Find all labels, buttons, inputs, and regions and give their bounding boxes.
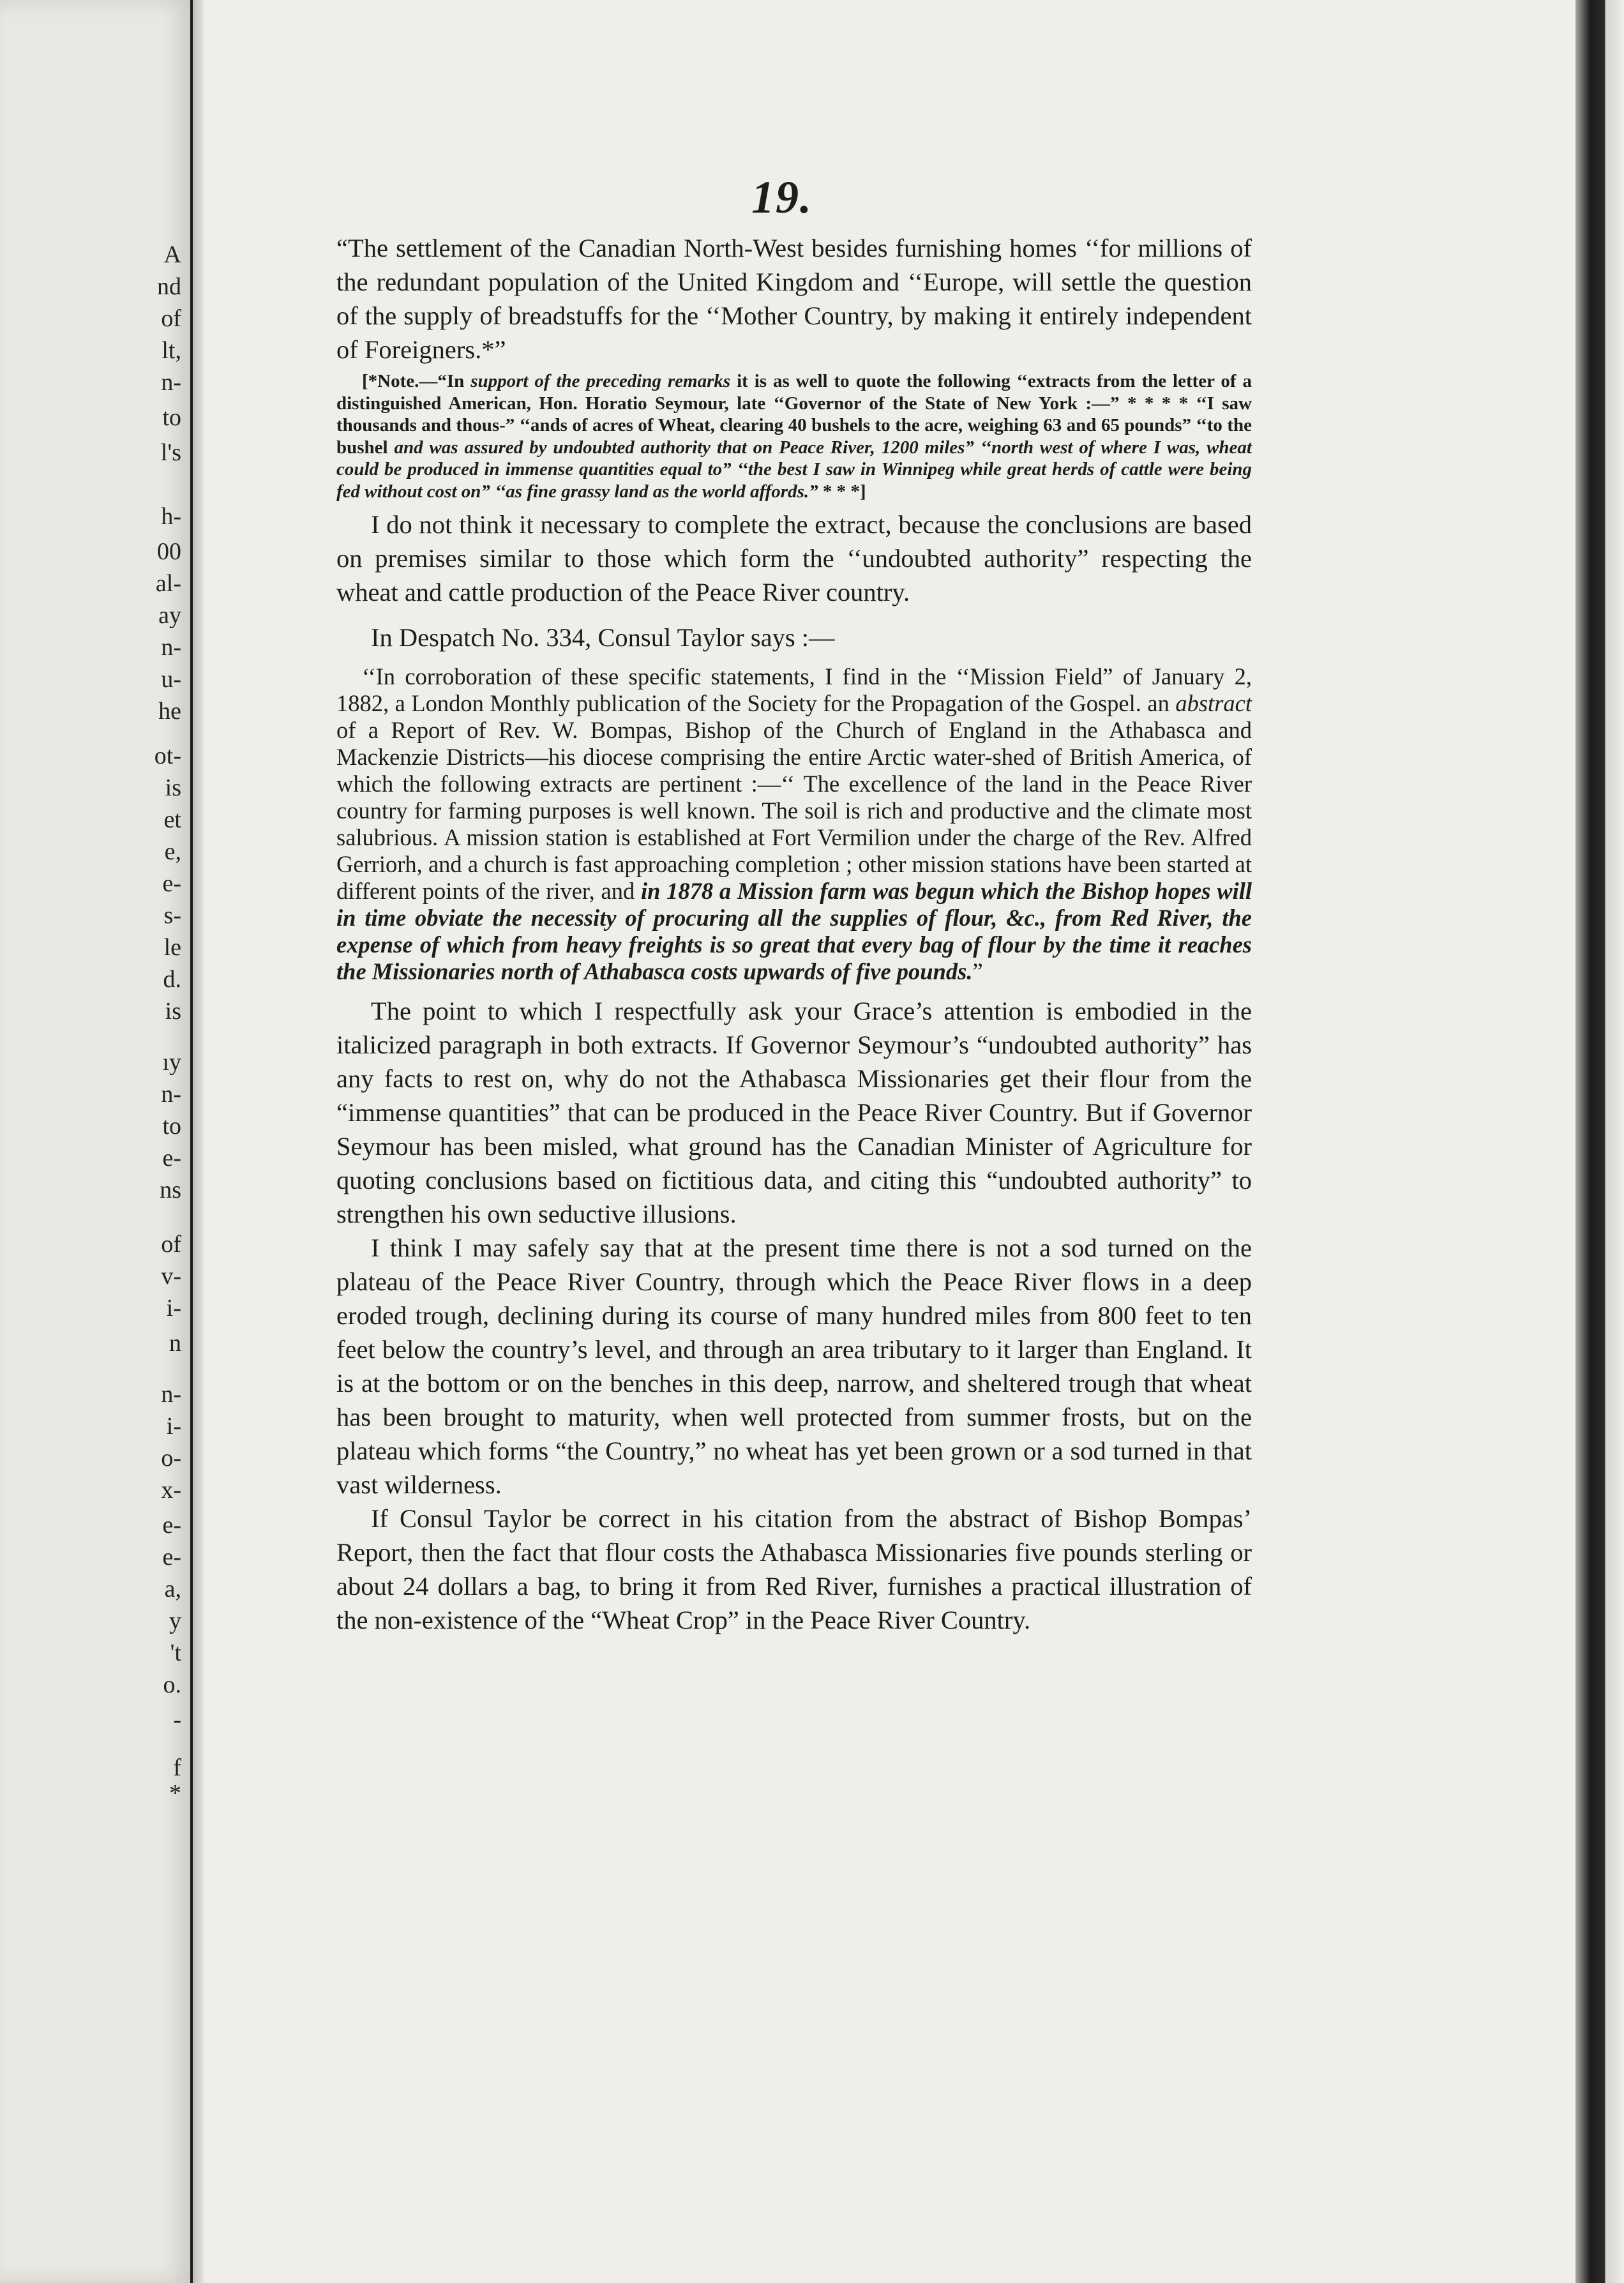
facing-page-fragment: ns bbox=[160, 1177, 181, 1203]
facing-page-fragment: n bbox=[169, 1330, 181, 1357]
footnote-tail: * * *] bbox=[818, 481, 866, 502]
paragraph-graces-attention: The point to which I respectfully ask your Grace’s attention is embodied in the italicized paragraph in both extracts. If Governor Seymour’s “undoubted authority” has any facts to rest on, why do not the Athabasca Missionaries get their flour from the “immense quantities” that can be produced in the Peace River Country. But if Governor Seymour has been misled, what ground has the Canadian Minister of Agriculture for quoting conclusions based on fictitious data, and citing this “undoubted authority” to strengthen his own seductive illusions. bbox=[336, 997, 1252, 1228]
facing-page-fragment: n- bbox=[161, 369, 181, 396]
facing-page-fragment: y bbox=[169, 1608, 181, 1634]
opening-quote: “The settlement of the Canadian North-West besides furnishing homes ‘‘for millions of the redundant population of the United Kingdom and ‘‘Europe, will settle the question of the supply of breadstuffs for the ‘‘Mother Country, by making it entirely independent of Foreigners.*” bbox=[336, 234, 1252, 364]
paragraph-despatch: In Despatch No. 334, Consul Taylor says :— bbox=[371, 623, 835, 652]
paragraph-flour-cost: If Consul Taylor be correct in his citation from the abstract of Bishop Bompas’ Report, then the fact that flour costs the Athabasca Missionaries five pounds sterling or about 24 dollars a bag, to bring it from Red River, furnishes a practical illustration of the non-existence of the “Wheat Crop” in the Peace River Country. bbox=[336, 1504, 1252, 1634]
facing-page-fragment: n- bbox=[161, 1381, 181, 1408]
facing-page-fragment: i- bbox=[166, 1295, 181, 1322]
page-number: 19. bbox=[751, 172, 813, 223]
facing-page-strip bbox=[0, 0, 193, 2283]
facing-page-fragment: to bbox=[162, 404, 181, 431]
facing-page-fragment: of bbox=[161, 1231, 181, 1258]
footnote-italic-1: support of the preceding remarks bbox=[470, 371, 731, 391]
paragraph-extract-conclusion: I do not think it necessary to complete the extract, because the conclusions are based on premises similar to those which form the ‘‘undoubted authority” respecting the wheat and cattle production of the Peace River country. bbox=[336, 510, 1252, 607]
facing-page-fragment: e- bbox=[162, 1544, 181, 1571]
paragraph-sod-turned: I think I may safely say that at the present time there is not a sod turned on the plateau of the Peace River Country, through which the Peace River flows in a deep eroded trough, declining during its course of many hundred miles from 800 feet to ten feet below the country’s level, and through an area tributary to it larger than England. It is at the bottom or on the benches in this deep, narrow, and sheltered trough that wheat has been brought to maturity, when well protected from summer frosts, but on the plateau which forms “the Country,” no wheat has yet been grown or a sod turned in that vast wilderness. bbox=[336, 1233, 1252, 1499]
facing-page-fragment: s- bbox=[163, 902, 181, 929]
facing-page-fragment: n- bbox=[161, 634, 181, 661]
facing-page-fragment: ot- bbox=[154, 742, 181, 769]
facing-page-fragment: o. bbox=[163, 1671, 181, 1698]
footnote bbox=[336, 370, 1252, 502]
facing-page-fragment: u- bbox=[161, 666, 181, 693]
facing-page-fragment: a, bbox=[164, 1576, 181, 1602]
facing-page-fragment: ıy bbox=[162, 1049, 181, 1076]
facing-page-fragment: e, bbox=[164, 838, 181, 865]
facing-page-fragment: d. bbox=[163, 966, 181, 993]
facing-page-fragment: of bbox=[161, 305, 181, 332]
footnote-body: it is as well to quote the following ‘‘extracts from the letter of a distinguished American, Hon. Horatio Seymour, late ‘‘Governor of the State of New York :—” * * * * ‘‘I saw thousands and thous-” ‘‘ands of acres of Wheat, clearing 40 bushels to the acre, weighing 63 and 65 pounds” ‘‘to the bushel bbox=[336, 371, 1252, 458]
facing-page-fragment: v- bbox=[161, 1263, 181, 1290]
facing-page-fragment: al- bbox=[155, 570, 181, 597]
page-gutter bbox=[193, 0, 204, 2283]
mission-field-quote bbox=[336, 663, 1252, 985]
facing-page-fragment: - bbox=[173, 1707, 181, 1733]
facing-page-fragment: l's bbox=[160, 439, 181, 466]
quote-italic-passage: in 1878 a Mission farm was begun which the Bishop hopes will in time obviate the necessity of procuring all the supplies of flour, &c., from Red River, the expense of which from heavy freights is so great that every bag of flour by the time it reaches the Missionaries north of Athabasca costs upwards of five pounds. bbox=[336, 878, 1252, 984]
facing-page-fragment: nd bbox=[157, 273, 181, 300]
facing-page-fragment: h- bbox=[161, 503, 181, 530]
facing-page-fragment: f bbox=[173, 1754, 181, 1781]
facing-page-fragment: i- bbox=[166, 1413, 181, 1440]
facing-page-fragment: le bbox=[163, 934, 181, 961]
facing-page-fragment: e- bbox=[162, 870, 181, 897]
facing-page-fragment: A bbox=[163, 241, 181, 268]
facing-page-fragment: 't bbox=[170, 1639, 181, 1666]
facing-page-fragment: to bbox=[162, 1113, 181, 1140]
facing-page-fragment: is bbox=[165, 774, 181, 801]
facing-page-fragment: n- bbox=[161, 1081, 181, 1108]
quote-abstract-italic: abstract bbox=[1175, 690, 1252, 716]
facing-page-fragment: e- bbox=[162, 1145, 181, 1172]
facing-page-fragment: 00 bbox=[157, 538, 181, 565]
facing-page-fragment: * bbox=[169, 1780, 181, 1807]
facing-page-fragment: lt, bbox=[162, 337, 181, 364]
page-right-edge bbox=[1575, 0, 1624, 2283]
footnote-italic-2: and was assured by undoubted authority that on Peace River, 1200 miles” ‘‘north west of where I was, wheat could be produced in immense quantities equal to” ‘‘the best I saw in Winnipeg while great herds of cattle were being fed without cost on” ‘‘as fine grassy land as the world affords.” bbox=[336, 437, 1252, 502]
quote-end: ” bbox=[972, 958, 983, 984]
page-body bbox=[336, 231, 1252, 1637]
facing-page-fragment: e- bbox=[162, 1512, 181, 1539]
footnote-lead: [*Note.—“In bbox=[362, 371, 471, 391]
facing-page-fragment: o- bbox=[161, 1445, 181, 1472]
facing-page-fragment: he bbox=[158, 698, 181, 725]
quote-part-a: ‘‘In corroboration of these specific statements, I find in the ‘‘Mission Field” of January 2, 1882, a London Monthly publication of the Society for the Propagation of the Gospel. an bbox=[336, 663, 1252, 716]
facing-page-fragment: x- bbox=[161, 1477, 181, 1503]
facing-page-fragment: is bbox=[165, 998, 181, 1025]
facing-page-fragment: et bbox=[163, 806, 181, 833]
quote-part-b: of a Report of Rev. W. Bompas, Bishop of the Church of England in the Athabasca and Mackenzie Districts—his diocese comprising the entire Arctic water-shed of British America, of which the following extracts are pertinent :—‘‘ The excellence of the land in the Peace River country for farming purposes is well known. The soil is rich and productive and the climate most salubrious. A mission station is established at Fort Vermilion under the charge of the Rev. Alfred Gerriorh, and a church is fast approaching completion ; other mission stations have been started at different points of the river, and bbox=[336, 717, 1252, 904]
facing-page-fragment: ay bbox=[158, 602, 181, 629]
